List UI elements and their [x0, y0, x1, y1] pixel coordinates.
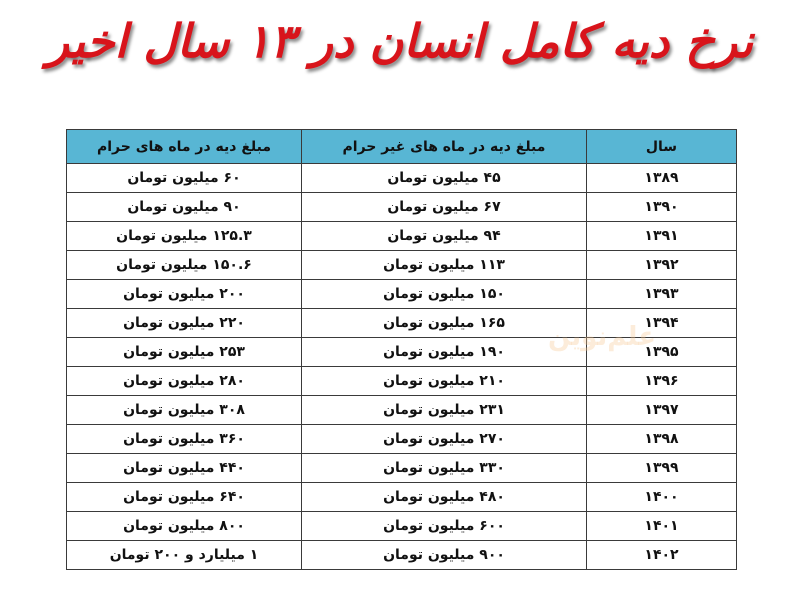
cell-regular: ۱۹۰ میلیون تومان — [302, 338, 587, 367]
table-row — [67, 309, 737, 338]
cell-haram: ۶۰ میلیون تومان — [67, 164, 302, 193]
cell-regular: ۹۴ میلیون تومان — [302, 222, 587, 251]
watermark: علم‌نوین — [548, 322, 656, 352]
cell-haram: ۱۵۰.۶ میلیون تومان — [67, 251, 302, 280]
cell-haram: ۹۰ میلیون تومان — [67, 193, 302, 222]
cell-haram: ۴۴۰ میلیون تومان — [67, 454, 302, 483]
cell-haram: ۲۰۰ میلیون تومان — [67, 280, 302, 309]
table-row — [67, 251, 737, 280]
cell-regular: ۹۰۰ میلیون تومان — [302, 541, 587, 570]
header-year: سال — [587, 130, 737, 164]
cell-haram: ۶۴۰ میلیون تومان — [67, 483, 302, 512]
cell-regular: ۱۵۰ میلیون تومان — [302, 280, 587, 309]
cell-year: ۱۳۹۶ — [587, 367, 737, 396]
cell-haram: ۲۲۰ میلیون تومان — [67, 309, 302, 338]
cell-year: ۱۳۹۴ — [587, 309, 737, 338]
table-row — [67, 425, 737, 454]
cell-haram: ۲۸۰ میلیون تومان — [67, 367, 302, 396]
table-row — [67, 541, 737, 570]
cell-regular: ۲۳۱ میلیون تومان — [302, 396, 587, 425]
table-row — [67, 164, 737, 193]
cell-regular: ۶۰۰ میلیون تومان — [302, 512, 587, 541]
cell-haram: ۲۵۳ میلیون تومان — [67, 338, 302, 367]
cell-year: ۱۳۹۰ — [587, 193, 737, 222]
cell-year: ۱۳۹۹ — [587, 454, 737, 483]
cell-year: ۱۳۹۳ — [587, 280, 737, 309]
cell-regular: ۲۱۰ میلیون تومان — [302, 367, 587, 396]
cell-year: ۱۳۹۵ — [587, 338, 737, 367]
cell-regular: ۶۷ میلیون تومان — [302, 193, 587, 222]
cell-regular: ۲۷۰ میلیون تومان — [302, 425, 587, 454]
table-row — [67, 396, 737, 425]
cell-year: ۱۳۹۲ — [587, 251, 737, 280]
table-row — [67, 193, 737, 222]
cell-year: ۱۴۰۲ — [587, 541, 737, 570]
cell-year: ۱۳۸۹ — [587, 164, 737, 193]
table-row — [67, 454, 737, 483]
table-row — [67, 483, 737, 512]
cell-regular: ۱۶۵ میلیون تومان — [302, 309, 587, 338]
table-row — [67, 280, 737, 309]
cell-year: ۱۳۹۷ — [587, 396, 737, 425]
header-haram-months: مبلغ دیه در ماه های حرام — [67, 130, 302, 164]
page-title: نرخ دیه کامل انسان در ۱۳ سال اخیر — [46, 14, 754, 68]
cell-haram: ۸۰۰ میلیون تومان — [67, 512, 302, 541]
table-row — [67, 338, 737, 367]
table-row — [67, 222, 737, 251]
diyeh-rates-table — [66, 129, 737, 570]
table-header-row — [67, 130, 737, 164]
header-regular-months: مبلغ دیه در ماه های غیر حرام — [302, 130, 587, 164]
table-row — [67, 512, 737, 541]
cell-year: ۱۳۹۸ — [587, 425, 737, 454]
cell-regular: ۳۳۰ میلیون تومان — [302, 454, 587, 483]
cell-year: ۱۳۹۱ — [587, 222, 737, 251]
cell-year: ۱۴۰۱ — [587, 512, 737, 541]
cell-year: ۱۴۰۰ — [587, 483, 737, 512]
cell-regular: ۴۵ میلیون تومان — [302, 164, 587, 193]
cell-haram: ۱ میلیارد و ۲۰۰ تومان — [67, 541, 302, 570]
cell-haram: ۱۲۵.۳ میلیون تومان — [67, 222, 302, 251]
table-row — [67, 367, 737, 396]
cell-haram: ۳۶۰ میلیون تومان — [67, 425, 302, 454]
cell-regular: ۴۸۰ میلیون تومان — [302, 483, 587, 512]
cell-haram: ۳۰۸ میلیون تومان — [67, 396, 302, 425]
cell-regular: ۱۱۳ میلیون تومان — [302, 251, 587, 280]
